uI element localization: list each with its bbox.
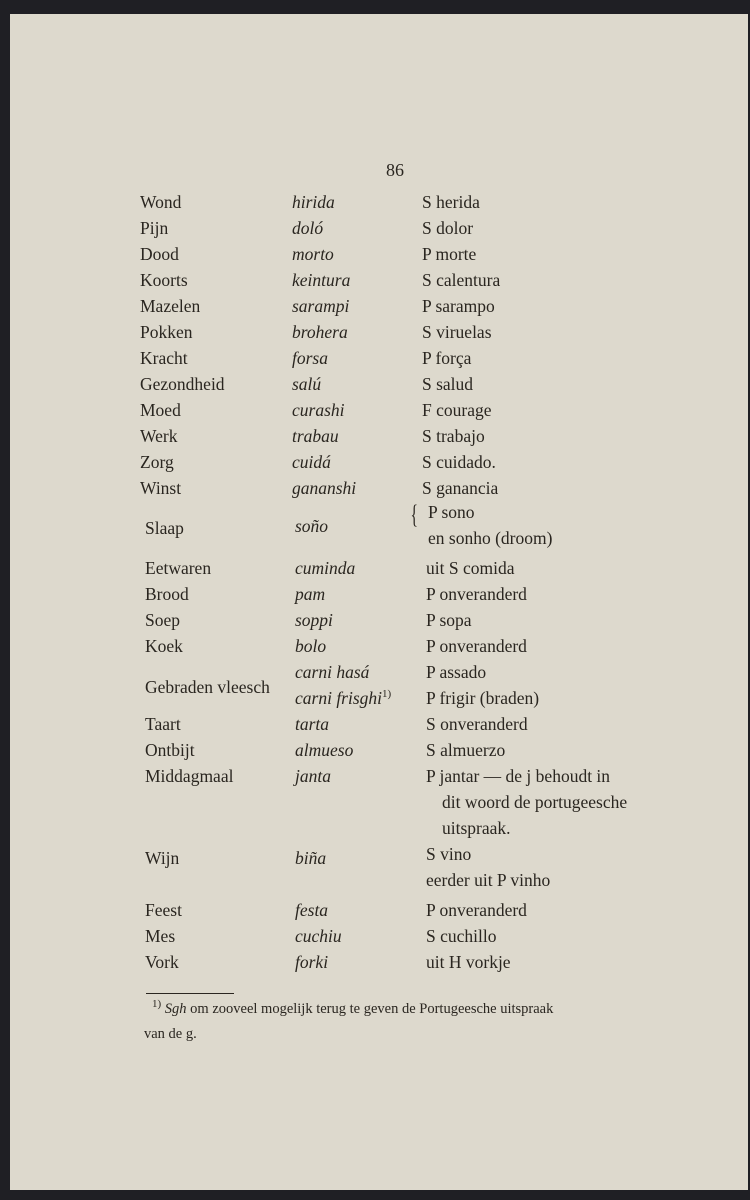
footnote-text: om zooveel mogelijk terug te geven de Portugeesche uitspraak — [190, 1000, 554, 1017]
origin: uit H vorkje — [426, 952, 511, 972]
dutch-word: Mes — [145, 926, 176, 946]
brace: { — [410, 500, 418, 529]
dutch-word: Mazelen — [140, 296, 201, 316]
dutch-word: Eetwaren — [145, 558, 212, 578]
papiamento-word: doló — [292, 218, 324, 238]
papiamento-word: cuchiu — [295, 926, 342, 946]
origin: S vino — [426, 844, 472, 864]
papiamento-word: curashi — [292, 400, 345, 420]
origin: P sopa — [426, 610, 472, 630]
book-page — [10, 14, 748, 1190]
origin: P força — [422, 348, 472, 368]
origin: P jantar — de j behoudt in — [426, 766, 611, 786]
origin: S salud — [422, 374, 474, 394]
origin: S trabajo — [422, 426, 485, 446]
dutch-word: Zorg — [140, 452, 174, 472]
papiamento-word: pam — [295, 584, 326, 604]
footnote-line-2: van de g. — [144, 1025, 197, 1042]
dutch-word: Gezondheid — [140, 374, 225, 394]
origin: P assado — [426, 662, 487, 682]
dutch-word: Pijn — [140, 218, 169, 238]
footnote-mark: 1) — [152, 998, 162, 1010]
papiamento-word: forki — [295, 952, 329, 972]
origin: eerder uit P vinho — [426, 870, 551, 890]
papiamento-word: keintura — [292, 270, 351, 290]
dutch-word: Moed — [140, 400, 181, 420]
papiamento-word: hirida — [292, 192, 335, 212]
papiamento-word: cuminda — [295, 558, 356, 578]
footnote — [144, 992, 692, 1047]
papiamento-word: cuidá — [292, 452, 331, 472]
papiamento-word: forsa — [292, 348, 328, 368]
papiamento-word: salú — [292, 374, 322, 394]
dutch-word: Dood — [140, 244, 179, 264]
dutch-word: Winst — [140, 478, 182, 498]
dutch-word: Slaap — [145, 518, 184, 538]
dutch-word: Werk — [140, 426, 178, 446]
dutch-word: Feest — [145, 900, 182, 920]
papiamento-word: festa — [295, 900, 329, 920]
dutch-word: Gebraden vleesch — [145, 677, 270, 697]
dutch-word: Pokken — [140, 322, 193, 342]
dutch-word: Kracht — [140, 348, 188, 368]
page-number: 86 — [386, 160, 404, 180]
origin: P sarampo — [422, 296, 495, 316]
dutch-word: Soep — [145, 610, 180, 630]
footnote-line-1 — [152, 992, 692, 1022]
papiamento-word: sarampi — [292, 296, 350, 316]
papiamento-word-text: carni frisghi — [295, 688, 383, 708]
papiamento-word: morto — [292, 244, 334, 264]
dutch-word: Ontbijt — [145, 740, 195, 760]
papiamento-word: soño — [295, 516, 329, 536]
footnote-mark: 1) — [382, 688, 392, 701]
papiamento-word: trabau — [292, 426, 339, 446]
origin: uit S comida — [426, 558, 515, 578]
origin: S ganancia — [422, 478, 499, 498]
origin: P onveranderd — [426, 900, 527, 920]
origin: P morte — [422, 244, 477, 264]
papiamento-word: janta — [295, 766, 331, 786]
dutch-word: Wond — [140, 192, 182, 212]
dutch-word: Vork — [145, 952, 179, 972]
origin: S herida — [422, 192, 480, 212]
papiamento-word: almueso — [295, 740, 354, 760]
papiamento-word: brohera — [292, 322, 348, 342]
dutch-word: Taart — [145, 714, 181, 734]
papiamento-word: gananshi — [292, 478, 357, 498]
papiamento-word: carni hasá — [295, 662, 370, 682]
origin: uitspraak. — [442, 818, 511, 838]
origin: S onveranderd — [426, 714, 528, 734]
dutch-word: Wijn — [145, 848, 180, 868]
footnote-term: Sgh — [164, 1000, 187, 1017]
papiamento-word — [295, 688, 391, 709]
origin: F courage — [422, 400, 492, 420]
papiamento-word: bolo — [295, 636, 327, 656]
origin: S cuchillo — [426, 926, 497, 946]
origin: P sono — [428, 502, 475, 522]
origin: en sonho (droom) — [428, 528, 553, 548]
dutch-word: Koorts — [140, 270, 188, 290]
origin: S dolor — [422, 218, 474, 238]
papiamento-word: biña — [295, 848, 327, 868]
dutch-word: Middagmaal — [145, 766, 234, 786]
origin: S calentura — [422, 270, 501, 290]
origin: P frigir (braden) — [426, 688, 540, 708]
papiamento-word: tarta — [295, 714, 330, 734]
origin: dit woord de portugeesche — [442, 792, 628, 812]
origin: P onveranderd — [426, 636, 527, 656]
origin: S almuerzo — [426, 740, 506, 760]
origin: S viruelas — [422, 322, 492, 342]
dutch-word: Brood — [145, 584, 189, 604]
origin: P onveranderd — [426, 584, 527, 604]
dutch-word: Koek — [145, 636, 183, 656]
papiamento-word: soppi — [295, 610, 333, 630]
origin: S cuidado. — [422, 452, 496, 472]
